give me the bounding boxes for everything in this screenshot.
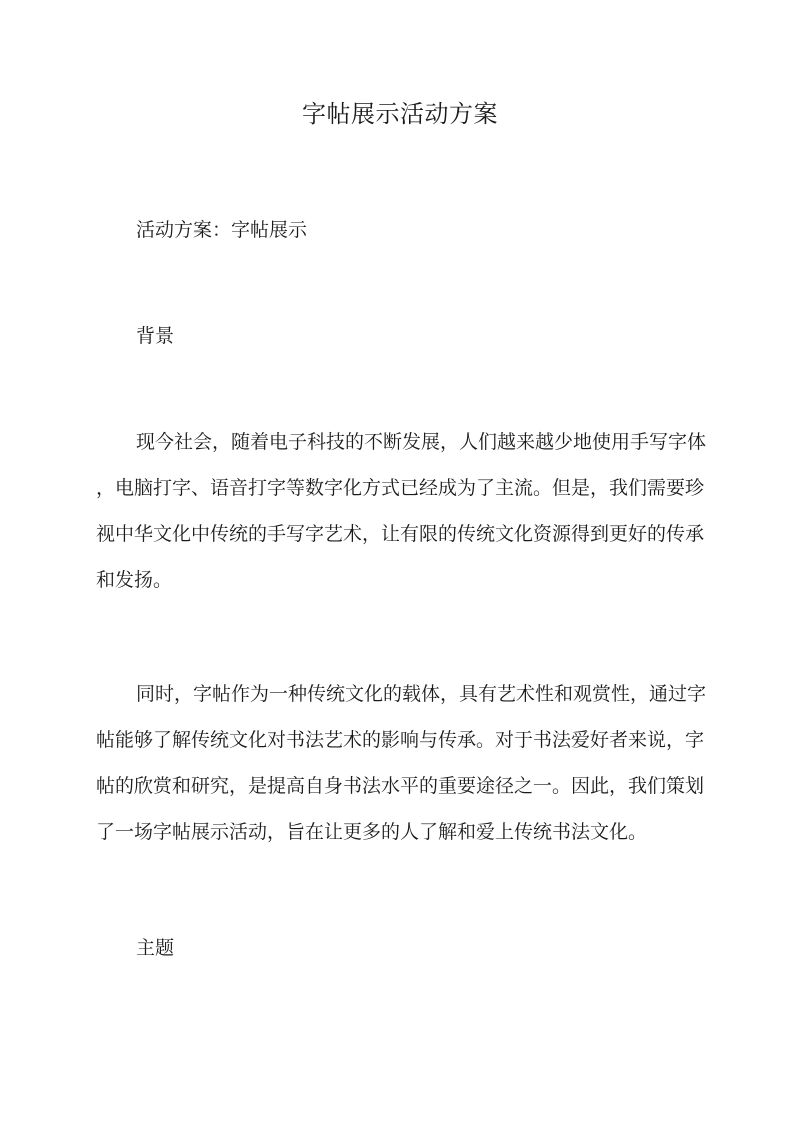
paragraph-line: 视中华文化中传统的手写字艺术，让有限的传统文化资源得到更好的传承 xyxy=(96,523,705,545)
section-heading-background-text: 背景 xyxy=(136,325,175,347)
paragraph-line: 现今社会，随着电子科技的不断发展，人们越来越少地使用手写字体 xyxy=(136,431,707,453)
paragraph-background xyxy=(96,424,716,598)
paragraph-line: 帖能够了解传统文化对书法艺术的影响与传承。对于书法爱好者来说，字 xyxy=(96,729,705,751)
plan-line-text: 活动方案：字帖展示 xyxy=(136,219,308,241)
section-heading-background xyxy=(96,318,716,354)
plan-line xyxy=(96,212,716,248)
paragraph-line: 了一场字帖展示活动，旨在让更多的人了解和爱上传统书法文化。 xyxy=(96,821,648,843)
document-title: 字帖展示活动方案 xyxy=(302,100,498,128)
section-heading-theme xyxy=(96,930,716,966)
paragraph-line: 同时，字帖作为一种传统文化的载体，具有艺术性和观赏性，通过字 xyxy=(136,683,707,705)
paragraph-line: ，电脑打字、语音打字等数字化方式已经成为了主流。但是，我们需要珍 xyxy=(96,477,705,499)
paragraph-line: 和发扬。 xyxy=(96,569,173,591)
paragraph-significance xyxy=(96,676,716,850)
section-heading-theme-text: 主题 xyxy=(136,937,175,959)
paragraph-line: 帖的欣赏和研究，是提高自身书法水平的重要途径之一。因此，我们策划 xyxy=(96,775,705,797)
